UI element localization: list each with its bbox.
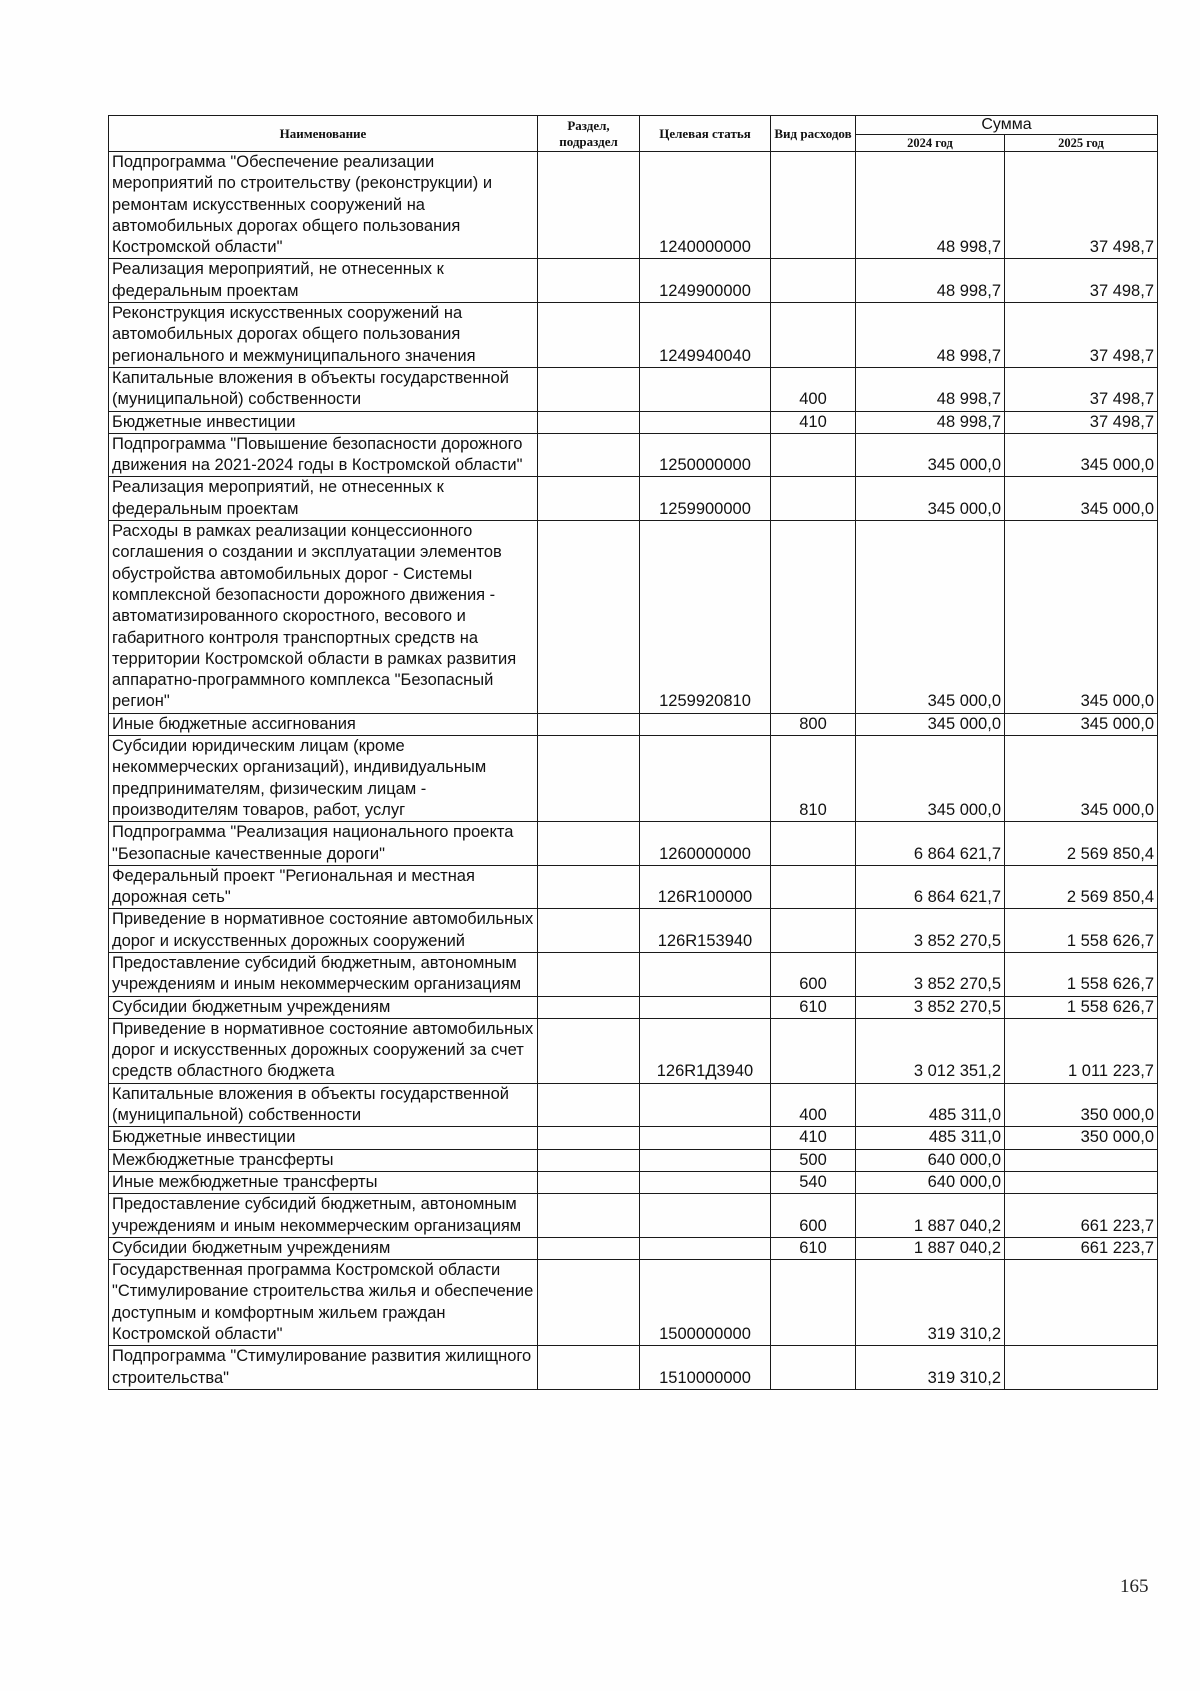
row-kind xyxy=(771,152,856,259)
table-row xyxy=(109,1149,1158,1171)
header-name: Наименование xyxy=(109,116,538,152)
table-row xyxy=(109,367,1158,411)
row-target xyxy=(640,996,771,1018)
table-row xyxy=(109,713,1158,735)
header-year-2024: 2024 год xyxy=(856,135,1005,152)
row-section xyxy=(538,736,640,822)
row-section xyxy=(538,367,640,411)
header-section: Раздел, подраздел xyxy=(538,116,640,152)
row-target xyxy=(640,952,771,996)
row-target xyxy=(640,367,771,411)
header-year-2025: 2025 год xyxy=(1005,135,1158,152)
row-sum-2024: 485 311,0 xyxy=(856,1083,1005,1127)
row-sum-2024: 345 000,0 xyxy=(856,521,1005,714)
row-section xyxy=(538,152,640,259)
row-section xyxy=(538,1346,640,1390)
table-row xyxy=(109,477,1158,521)
row-target xyxy=(640,1149,771,1171)
row-sum-2025: 345 000,0 xyxy=(1005,521,1158,714)
row-sum-2024: 3 852 270,5 xyxy=(856,996,1005,1018)
row-section xyxy=(538,477,640,521)
row-target xyxy=(640,1083,771,1127)
row-target: 1249900000 xyxy=(640,259,771,303)
row-section xyxy=(538,822,640,866)
table-row xyxy=(109,411,1158,433)
row-sum-2024: 48 998,7 xyxy=(856,259,1005,303)
row-section xyxy=(538,1018,640,1083)
row-sum-2024: 345 000,0 xyxy=(856,713,1005,735)
row-sum-2025 xyxy=(1005,1346,1158,1390)
row-section xyxy=(538,259,640,303)
row-sum-2025: 345 000,0 xyxy=(1005,713,1158,735)
row-section xyxy=(538,433,640,477)
table-row xyxy=(109,152,1158,259)
row-sum-2024: 6 864 621,7 xyxy=(856,865,1005,909)
row-name: Предоставление субсидий бюджетным, автономным учреждениям и иным некоммерческим организациям xyxy=(109,1194,538,1238)
row-sum-2024: 1 887 040,2 xyxy=(856,1194,1005,1238)
row-kind xyxy=(771,865,856,909)
row-kind: 400 xyxy=(771,367,856,411)
row-target: 126R100000 xyxy=(640,865,771,909)
row-name: Предоставление субсидий бюджетным, автономным учреждениям и иным некоммерческим организациям xyxy=(109,952,538,996)
table-row xyxy=(109,952,1158,996)
row-name: Реконструкция искусственных сооружений на автомобильных дорогах общего пользования регионального и межмуниципального значения xyxy=(109,303,538,368)
row-sum-2024: 48 998,7 xyxy=(856,411,1005,433)
row-sum-2024: 485 311,0 xyxy=(856,1127,1005,1149)
row-kind: 610 xyxy=(771,996,856,1018)
row-kind xyxy=(771,477,856,521)
table-body xyxy=(109,152,1158,1390)
row-target xyxy=(640,1127,771,1149)
row-kind xyxy=(771,909,856,953)
table-row xyxy=(109,1260,1158,1346)
table-row xyxy=(109,909,1158,953)
row-sum-2025 xyxy=(1005,1260,1158,1346)
row-sum-2024: 3 852 270,5 xyxy=(856,952,1005,996)
row-sum-2024: 640 000,0 xyxy=(856,1171,1005,1193)
row-target: 1500000000 xyxy=(640,1260,771,1346)
table-row xyxy=(109,259,1158,303)
row-name: Межбюджетные трансферты xyxy=(109,1149,538,1171)
row-section xyxy=(538,865,640,909)
row-target: 126R1Д3940 xyxy=(640,1018,771,1083)
row-section xyxy=(538,909,640,953)
row-name: Субсидии юридическим лицам (кроме некоммерческих организаций), индивидуальным предпринимателям, физическим лицам - производителям товаров, работ, услуг xyxy=(109,736,538,822)
row-sum-2024: 6 864 621,7 xyxy=(856,822,1005,866)
row-section xyxy=(538,1260,640,1346)
row-section xyxy=(538,521,640,714)
row-sum-2025: 2 569 850,4 xyxy=(1005,822,1158,866)
row-kind: 500 xyxy=(771,1149,856,1171)
row-sum-2025: 37 498,7 xyxy=(1005,411,1158,433)
row-kind: 600 xyxy=(771,1194,856,1238)
row-sum-2025: 1 011 223,7 xyxy=(1005,1018,1158,1083)
row-name: Бюджетные инвестиции xyxy=(109,411,538,433)
header-row xyxy=(109,116,1158,135)
row-name: Капитальные вложения в объекты государственной (муниципальной) собственности xyxy=(109,1083,538,1127)
row-kind: 540 xyxy=(771,1171,856,1193)
row-name: Расходы в рамках реализации концессионного соглашения о создании и эксплуатации элементов обустройства автомобильных дорог - Системы комплексной безопасности дорожного движения - автоматизированного скоростного, весового и габаритного контроля транспортных средств на территории Костромской области в рамках развития аппаратно-программного комплекса "Безопасный регион" xyxy=(109,521,538,714)
row-target xyxy=(640,1237,771,1259)
row-target: 1259920810 xyxy=(640,521,771,714)
row-section xyxy=(538,303,640,368)
budget-table xyxy=(108,115,1158,1390)
row-kind xyxy=(771,1260,856,1346)
table-row xyxy=(109,1018,1158,1083)
row-kind: 810 xyxy=(771,736,856,822)
row-sum-2024: 3 012 351,2 xyxy=(856,1018,1005,1083)
row-name: Реализация мероприятий, не отнесенных к федеральным проектам xyxy=(109,259,538,303)
row-section xyxy=(538,1171,640,1193)
row-kind: 610 xyxy=(771,1237,856,1259)
row-name: Федеральный проект "Региональная и местная дорожная сеть" xyxy=(109,865,538,909)
row-kind xyxy=(771,1018,856,1083)
row-section xyxy=(538,1194,640,1238)
header-kind: Вид расходов xyxy=(771,116,856,152)
row-section xyxy=(538,1149,640,1171)
row-name: Приведение в нормативное состояние автомобильных дорог и искусственных дорожных сооружений xyxy=(109,909,538,953)
row-target: 1510000000 xyxy=(640,1346,771,1390)
row-sum-2024: 48 998,7 xyxy=(856,303,1005,368)
row-name: Иные бюджетные ассигнования xyxy=(109,713,538,735)
header-sum: Сумма xyxy=(856,116,1158,135)
table-row xyxy=(109,736,1158,822)
row-name: Подпрограмма "Повышение безопасности дорожного движения на 2021-2024 годы в Костромской области" xyxy=(109,433,538,477)
row-sum-2024: 1 887 040,2 xyxy=(856,1237,1005,1259)
table-row xyxy=(109,1083,1158,1127)
table-row xyxy=(109,1171,1158,1193)
row-sum-2025: 350 000,0 xyxy=(1005,1083,1158,1127)
row-name: Бюджетные инвестиции xyxy=(109,1127,538,1149)
row-sum-2025: 345 000,0 xyxy=(1005,433,1158,477)
row-kind xyxy=(771,1346,856,1390)
row-sum-2024: 48 998,7 xyxy=(856,152,1005,259)
row-sum-2025: 37 498,7 xyxy=(1005,259,1158,303)
row-sum-2025: 37 498,7 xyxy=(1005,152,1158,259)
row-section xyxy=(538,411,640,433)
table-row xyxy=(109,822,1158,866)
row-sum-2025: 37 498,7 xyxy=(1005,303,1158,368)
table-header xyxy=(109,116,1158,152)
row-name: Приведение в нормативное состояние автомобильных дорог и искусственных дорожных сооружений за счет средств областного бюджета xyxy=(109,1018,538,1083)
row-kind: 600 xyxy=(771,952,856,996)
row-kind xyxy=(771,433,856,477)
row-sum-2024: 345 000,0 xyxy=(856,736,1005,822)
row-sum-2024: 3 852 270,5 xyxy=(856,909,1005,953)
row-kind xyxy=(771,303,856,368)
table-row xyxy=(109,521,1158,714)
row-sum-2024: 345 000,0 xyxy=(856,477,1005,521)
table-row xyxy=(109,1127,1158,1149)
row-sum-2025: 350 000,0 xyxy=(1005,1127,1158,1149)
row-kind: 410 xyxy=(771,1127,856,1149)
row-sum-2025: 661 223,7 xyxy=(1005,1194,1158,1238)
row-target xyxy=(640,411,771,433)
row-sum-2024: 319 310,2 xyxy=(856,1260,1005,1346)
row-name: Иные межбюджетные трансферты xyxy=(109,1171,538,1193)
row-name: Подпрограмма "Обеспечение реализации мероприятий по строительству (реконструкции) и ремонтам искусственных сооружений на автомобильных дорогах общего пользования Костромской области" xyxy=(109,152,538,259)
row-name: Субсидии бюджетным учреждениям xyxy=(109,1237,538,1259)
row-name: Реализация мероприятий, не отнесенных к федеральным проектам xyxy=(109,477,538,521)
table-row xyxy=(109,303,1158,368)
row-sum-2024: 319 310,2 xyxy=(856,1346,1005,1390)
row-sum-2025: 1 558 626,7 xyxy=(1005,909,1158,953)
row-name: Государственная программа Костромской области "Стимулирование строительства жилья и обеспечение доступным и комфортным жильем граждан Костромской области" xyxy=(109,1260,538,1346)
row-target xyxy=(640,1171,771,1193)
row-sum-2025: 37 498,7 xyxy=(1005,367,1158,411)
row-kind xyxy=(771,259,856,303)
row-sum-2025 xyxy=(1005,1149,1158,1171)
row-kind: 800 xyxy=(771,713,856,735)
row-target xyxy=(640,1194,771,1238)
page-number: 165 xyxy=(1120,1576,1149,1597)
row-kind: 400 xyxy=(771,1083,856,1127)
table-row xyxy=(109,1237,1158,1259)
row-target: 1249940040 xyxy=(640,303,771,368)
row-section xyxy=(538,1083,640,1127)
row-name: Капитальные вложения в объекты государственной (муниципальной) собственности xyxy=(109,367,538,411)
row-sum-2025 xyxy=(1005,1171,1158,1193)
table-row xyxy=(109,1194,1158,1238)
header-target: Целевая статья xyxy=(640,116,771,152)
table-row xyxy=(109,865,1158,909)
row-target xyxy=(640,736,771,822)
row-kind: 410 xyxy=(771,411,856,433)
row-sum-2025: 2 569 850,4 xyxy=(1005,865,1158,909)
table-row xyxy=(109,996,1158,1018)
row-target: 126R153940 xyxy=(640,909,771,953)
row-section xyxy=(538,713,640,735)
row-target: 1250000000 xyxy=(640,433,771,477)
row-sum-2024: 48 998,7 xyxy=(856,367,1005,411)
row-sum-2025: 661 223,7 xyxy=(1005,1237,1158,1259)
row-section xyxy=(538,1127,640,1149)
row-section xyxy=(538,996,640,1018)
row-name: Подпрограмма "Реализация национального проекта "Безопасные качественные дороги" xyxy=(109,822,538,866)
row-target: 1259900000 xyxy=(640,477,771,521)
row-target: 1240000000 xyxy=(640,152,771,259)
row-sum-2025: 345 000,0 xyxy=(1005,477,1158,521)
row-section xyxy=(538,952,640,996)
row-name: Субсидии бюджетным учреждениям xyxy=(109,996,538,1018)
row-target xyxy=(640,713,771,735)
row-kind xyxy=(771,521,856,714)
row-sum-2024: 345 000,0 xyxy=(856,433,1005,477)
row-target: 1260000000 xyxy=(640,822,771,866)
row-sum-2025: 345 000,0 xyxy=(1005,736,1158,822)
row-kind xyxy=(771,822,856,866)
table-row xyxy=(109,1346,1158,1390)
row-sum-2025: 1 558 626,7 xyxy=(1005,952,1158,996)
row-name: Подпрограмма "Стимулирование развития жилищного строительства" xyxy=(109,1346,538,1390)
row-sum-2025: 1 558 626,7 xyxy=(1005,996,1158,1018)
row-sum-2024: 640 000,0 xyxy=(856,1149,1005,1171)
table-row xyxy=(109,433,1158,477)
row-section xyxy=(538,1237,640,1259)
